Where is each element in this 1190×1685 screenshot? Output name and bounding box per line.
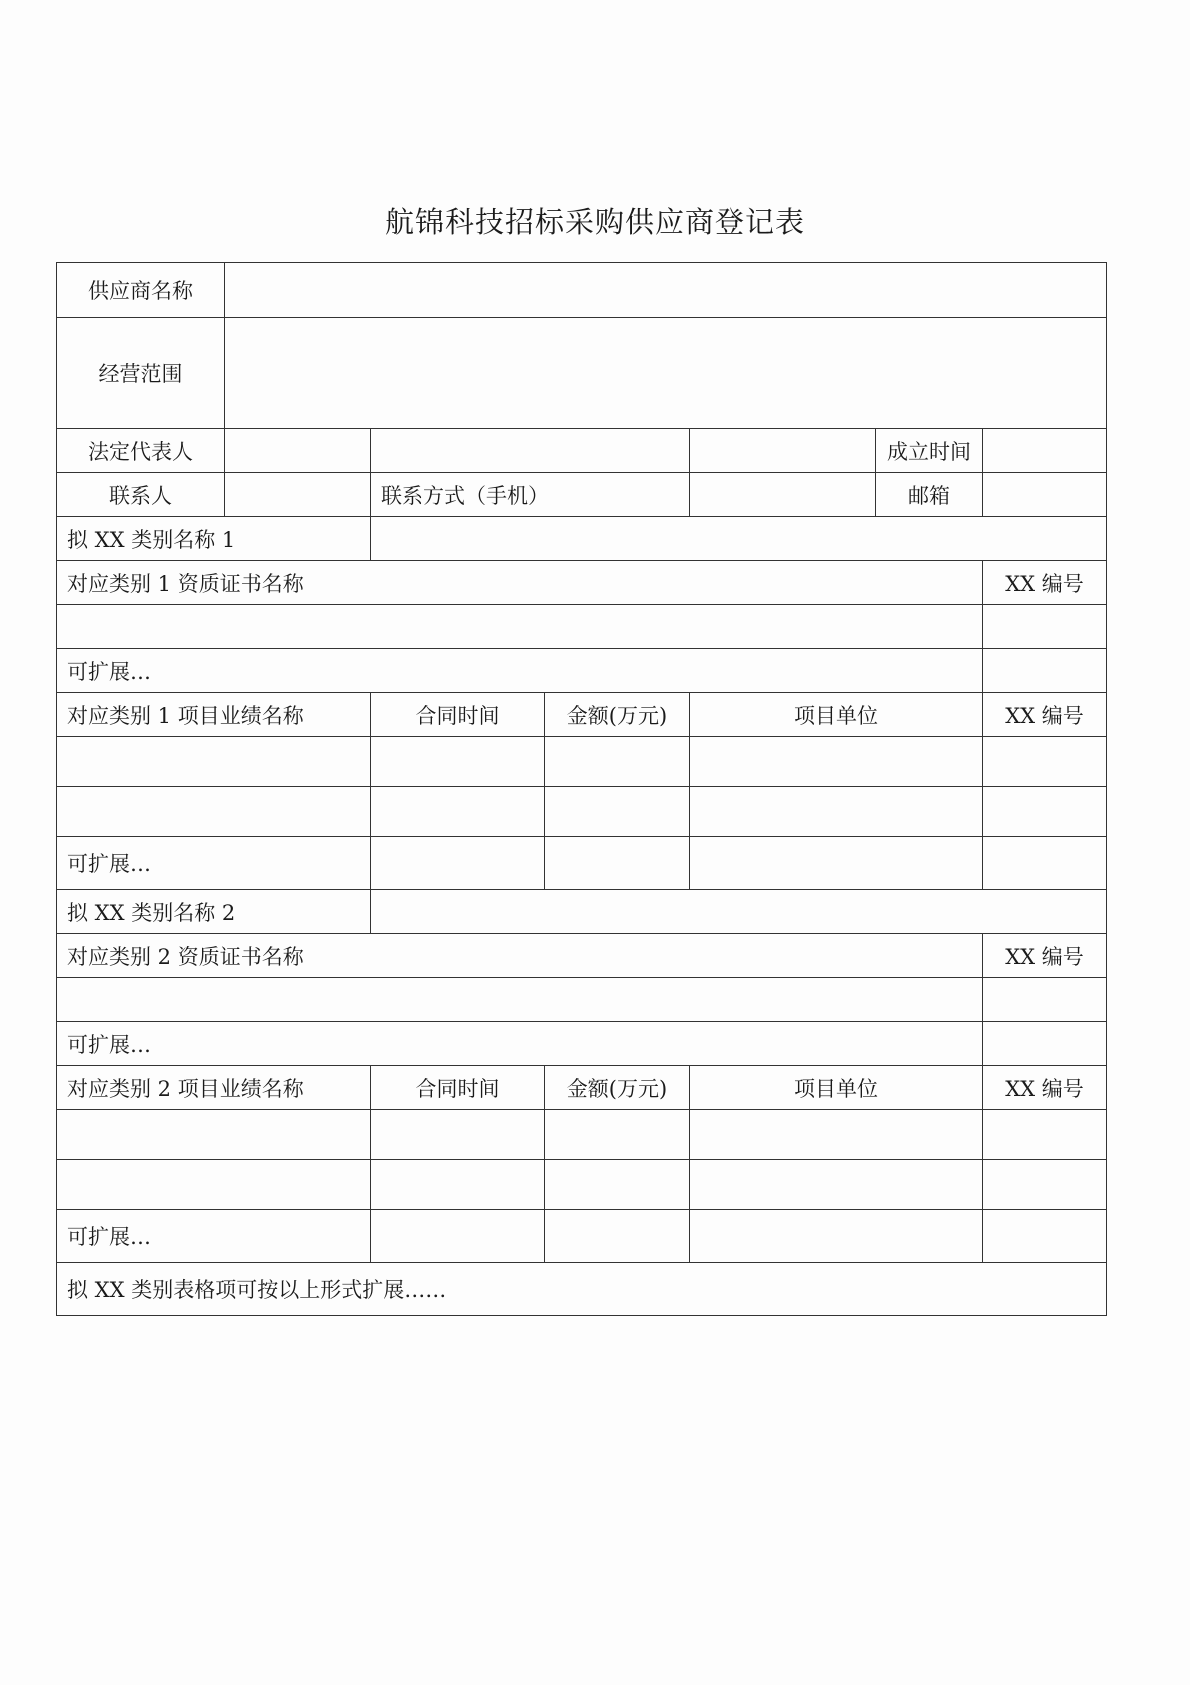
founded-time-label: 成立时间	[876, 429, 983, 473]
project-number-cell[interactable]	[983, 837, 1107, 890]
category-1-cert-extend-cell[interactable]	[983, 649, 1107, 693]
row-category-2-cert-entry	[57, 978, 1107, 1022]
project-unit-cell[interactable]	[690, 787, 983, 837]
category-2-cert-number-cell[interactable]	[983, 978, 1107, 1022]
legal-rep-extra-field[interactable]	[371, 429, 690, 473]
phone-label: 联系方式（手机）	[371, 473, 690, 517]
category-1-project-extend-label: 可扩展…	[57, 837, 371, 890]
category-1-amount-header: 金额(万元)	[545, 693, 690, 737]
email-label: 邮箱	[876, 473, 983, 517]
row-category-1-project-extend	[57, 837, 1107, 890]
row-category-1-header	[57, 517, 1107, 561]
category-1-label: 拟 XX 类别名称 1	[57, 517, 371, 561]
business-scope-label: 经营范围	[57, 318, 225, 429]
amount-cell[interactable]	[545, 837, 690, 890]
category-2-contract-time-header: 合同时间	[371, 1066, 545, 1110]
row-category-2-project-entry	[57, 1110, 1107, 1160]
category-2-project-extend-label: 可扩展…	[57, 1210, 371, 1263]
founded-time-field[interactable]	[983, 429, 1107, 473]
supplier-name-label: 供应商名称	[57, 263, 225, 318]
row-category-2-project-entry	[57, 1160, 1107, 1210]
row-category-1-project-header	[57, 693, 1107, 737]
contract-time-cell[interactable]	[371, 837, 545, 890]
amount-cell[interactable]	[545, 1160, 690, 1210]
category-1-cert-number-cell[interactable]	[983, 605, 1107, 649]
footer-note: 拟 XX 类别表格项可按以上形式扩展……	[57, 1263, 1107, 1316]
project-name-cell[interactable]	[57, 737, 371, 787]
project-number-cell[interactable]	[983, 1110, 1107, 1160]
project-number-cell[interactable]	[983, 737, 1107, 787]
project-unit-cell[interactable]	[690, 1160, 983, 1210]
legal-rep-extra-field-2[interactable]	[690, 429, 876, 473]
business-scope-field[interactable]	[225, 318, 1107, 429]
category-2-cert-name-cell[interactable]	[57, 978, 983, 1022]
category-1-project-number-header: XX 编号	[983, 693, 1107, 737]
amount-cell[interactable]	[545, 737, 690, 787]
category-1-field[interactable]	[371, 517, 1107, 561]
supplier-name-field[interactable]	[225, 263, 1107, 318]
contact-person-label: 联系人	[57, 473, 225, 517]
project-name-cell[interactable]	[57, 1110, 371, 1160]
category-1-cert-extend-label: 可扩展…	[57, 649, 983, 693]
row-category-2-header	[57, 890, 1107, 934]
category-1-cert-name-cell[interactable]	[57, 605, 983, 649]
row-business-scope	[57, 318, 1107, 429]
category-1-contract-time-header: 合同时间	[371, 693, 545, 737]
row-contact	[57, 473, 1107, 517]
legal-rep-field[interactable]	[225, 429, 371, 473]
row-category-1-cert-entry	[57, 605, 1107, 649]
row-category-2-cert-header	[57, 934, 1107, 978]
row-category-1-project-entry	[57, 737, 1107, 787]
amount-cell[interactable]	[545, 787, 690, 837]
project-unit-cell[interactable]	[690, 1110, 983, 1160]
category-2-project-name-header: 对应类别 2 项目业绩名称	[57, 1066, 371, 1110]
row-category-1-cert-header	[57, 561, 1107, 605]
category-2-amount-header: 金额(万元)	[545, 1066, 690, 1110]
row-category-1-project-entry	[57, 787, 1107, 837]
email-field[interactable]	[983, 473, 1107, 517]
contract-time-cell[interactable]	[371, 1110, 545, 1160]
project-number-cell[interactable]	[983, 1210, 1107, 1263]
category-2-project-unit-header: 项目单位	[690, 1066, 983, 1110]
row-footer-note	[57, 1263, 1107, 1316]
category-1-cert-name-header: 对应类别 1 资质证书名称	[57, 561, 983, 605]
row-supplier-name	[57, 263, 1107, 318]
phone-field[interactable]	[690, 473, 876, 517]
category-2-field[interactable]	[371, 890, 1107, 934]
project-name-cell[interactable]	[57, 787, 371, 837]
project-unit-cell[interactable]	[690, 737, 983, 787]
row-category-2-project-extend	[57, 1210, 1107, 1263]
category-1-project-name-header: 对应类别 1 项目业绩名称	[57, 693, 371, 737]
project-number-cell[interactable]	[983, 787, 1107, 837]
category-1-project-unit-header: 项目单位	[690, 693, 983, 737]
contact-person-field[interactable]	[225, 473, 371, 517]
category-2-project-number-header: XX 编号	[983, 1066, 1107, 1110]
supplier-registration-form	[56, 262, 1107, 1316]
legal-rep-label: 法定代表人	[57, 429, 225, 473]
project-number-cell[interactable]	[983, 1160, 1107, 1210]
contract-time-cell[interactable]	[371, 787, 545, 837]
project-name-cell[interactable]	[57, 1160, 371, 1210]
category-2-cert-name-header: 对应类别 2 资质证书名称	[57, 934, 983, 978]
category-2-cert-extend-label: 可扩展…	[57, 1022, 983, 1066]
form-title: 航锦科技招标采购供应商登记表	[384, 205, 805, 239]
category-2-label: 拟 XX 类别名称 2	[57, 890, 371, 934]
contract-time-cell[interactable]	[371, 1210, 545, 1263]
category-2-cert-number-header: XX 编号	[983, 934, 1107, 978]
category-2-cert-extend-cell[interactable]	[983, 1022, 1107, 1066]
category-1-cert-number-header: XX 编号	[983, 561, 1107, 605]
row-category-1-cert-extend	[57, 649, 1107, 693]
project-unit-cell[interactable]	[690, 1210, 983, 1263]
amount-cell[interactable]	[545, 1210, 690, 1263]
row-category-2-cert-extend	[57, 1022, 1107, 1066]
contract-time-cell[interactable]	[371, 1160, 545, 1210]
row-category-2-project-header	[57, 1066, 1107, 1110]
contract-time-cell[interactable]	[371, 737, 545, 787]
project-unit-cell[interactable]	[690, 837, 983, 890]
row-legal-representative	[57, 429, 1107, 473]
amount-cell[interactable]	[545, 1110, 690, 1160]
